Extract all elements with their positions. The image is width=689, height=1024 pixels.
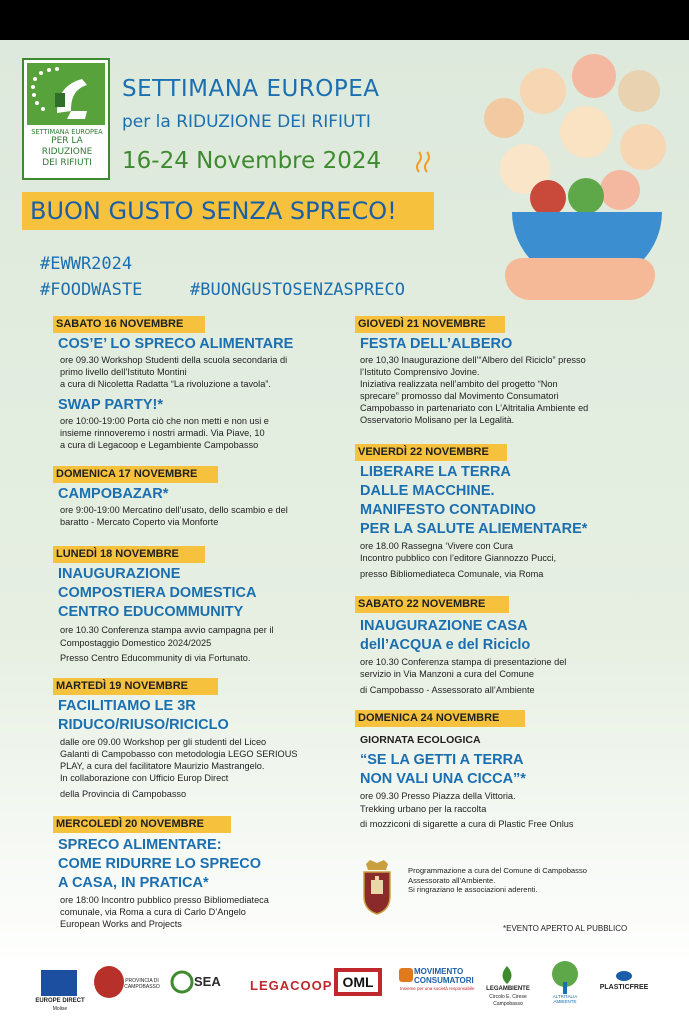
event-text: di mozziconi di sigarette a cura di Plastic Free Onlus xyxy=(360,819,574,829)
event-text: ore 18:00 Incontro pubblico presso Bibliomediateca xyxy=(60,895,269,905)
event-text: a cura di Legacoop e Legambiente Campobasso xyxy=(60,440,259,450)
illustration-bubble xyxy=(600,170,640,210)
date-tag: LUNEDÌ 18 NOVEMBRE xyxy=(53,546,205,563)
event-title: CAMPOBAZAR* xyxy=(58,486,169,502)
sponsor-europe: EUROPE DIRECT xyxy=(35,998,85,1004)
event-text: Iniziativa realizzata nell’ambito del progetto “Non xyxy=(360,379,558,389)
hashtag-foodwaste: #FOODWASTE xyxy=(40,280,143,300)
event-text: l’Istituto Comprensivo Jovine. xyxy=(360,367,480,377)
credit-line: Assessorato all’Ambiente. xyxy=(408,875,496,885)
hand-icon xyxy=(505,258,655,300)
event-title: DALLE MACCHINE. xyxy=(360,483,495,499)
event-text: della Provincia di Campobasso xyxy=(60,789,187,799)
legambiente-leaf-icon xyxy=(496,964,518,986)
sponsor-legacoop: LEGACOOP xyxy=(250,978,333,993)
sponsor-lega2: Circolo E. Cirese xyxy=(489,994,527,1000)
event-title: LIBERARE LA TERRA xyxy=(360,464,511,480)
event-text: sprecare” promosso dal Movimento Consumatori xyxy=(360,391,559,401)
plasticfree-turtle-icon xyxy=(614,968,634,982)
date-tag: SABATO 22 NOVEMBRE xyxy=(355,596,509,613)
illustration-bubble xyxy=(572,54,616,98)
event-title: INAUGURAZIONE CASA xyxy=(360,618,528,634)
event-title: COME RIDURRE LO SPRECO xyxy=(58,856,262,872)
logo-text xyxy=(26,128,108,169)
sponsor-mc1: MOVIMENTO xyxy=(414,967,464,976)
logo-line: SETTIMANA EUROPEA xyxy=(31,128,103,136)
sponsor-lega1: LEGAMBIENTE xyxy=(486,986,530,992)
vegetables-icon xyxy=(568,178,604,214)
dates: 16-24 Novembre 2024 xyxy=(122,148,382,174)
sponsor-altritalia: ALTRITALIA AMBIENTE xyxy=(552,994,578,1004)
slogan: BUON GUSTO SENZA SPRECO! xyxy=(22,192,434,230)
credit-line: Si ringraziano le associazioni aderenti. xyxy=(408,885,538,894)
sponsor-sea: SEA xyxy=(194,974,221,989)
hashtag-ewwr: #EWWR2024 xyxy=(40,254,133,274)
logo-line: PER LA RIDUZIONE xyxy=(41,136,93,158)
logo-line: DEI RIFIUTI xyxy=(42,158,92,169)
credit-line: Programmazione a cura del Comune di Campobasso xyxy=(408,866,587,875)
event-title: COMPOSTIERA DOMESTICA xyxy=(58,585,257,601)
event-text: comunale, via Roma a cura di Carlo D’Angelo xyxy=(60,907,246,917)
eu-flag-icon xyxy=(41,970,77,996)
title-line1: SETTIMANA EUROPEA xyxy=(122,76,380,102)
event-text: Trekking urbano per la raccolta xyxy=(360,804,487,814)
event-text: ore 09.30 Workshop Studenti della scuola secondaria di xyxy=(60,355,288,365)
date-tag: MARTEDÌ 19 NOVEMBRE xyxy=(53,678,218,695)
date-tag: VENERDÌ 22 NOVEMBRE xyxy=(355,444,507,461)
event-text: insieme rinnoveremo i nostri armadi. Via Piave, 10 xyxy=(60,428,265,438)
illustration-bubble xyxy=(620,124,666,170)
poster xyxy=(0,40,689,1024)
event-title: FACILITIAMO LE 3R xyxy=(58,698,196,714)
event-text: servizio in Via Manzoni a cura del Comune xyxy=(360,669,534,679)
hashtag-buongusto: #BUONGUSTOSENZASPRECO xyxy=(190,280,405,300)
event-text: Osservatorio Molisano per la Legalità. xyxy=(360,415,515,425)
event-text: ore 10.30 Conferenza stampa di presentazione del xyxy=(360,657,567,667)
sponsor-provincia: PROVINCIA DI CAMPOBASSO xyxy=(124,978,160,990)
sponsor-europe-sub: Molise xyxy=(52,1006,68,1012)
event-text: ore 18.00 Rassegna ‘Vivere con Cura xyxy=(360,541,514,551)
ewwr-logo xyxy=(22,58,110,180)
sea-logo-icon xyxy=(170,970,194,994)
event-text: di Campobasso - Assessorato all’Ambiente xyxy=(360,685,535,695)
event-text: Galanti di Campobasso con metodologia LEGO SERIOUS xyxy=(60,749,298,759)
event-title: NON VALI UNA CICCA”* xyxy=(360,771,526,787)
watermelon-icon xyxy=(530,180,566,216)
hand-recycle-icon xyxy=(27,63,105,125)
event-text: ore 9:00-19:00 Mercatino dell’usato, dello scambio e del xyxy=(60,505,288,515)
campobasso-crest-icon xyxy=(360,858,394,916)
event-text: ore 09.30 Presso Piazza della Vittoria. xyxy=(360,791,516,801)
event-title: SWAP PARTY!* xyxy=(58,397,164,413)
event-title: RIDUCO/RIUSO/RICICLO xyxy=(58,717,229,733)
illustration-bubble xyxy=(618,70,660,112)
sponsor-mc2: CONSUMATORI xyxy=(414,976,474,985)
event-text: presso Bibliomediateca Comunale, via Roma xyxy=(360,569,544,579)
event-text: ore 10,30 Inaugurazione dell’“Albero del Riciclo” presso xyxy=(360,355,586,365)
illustration-bubble xyxy=(484,98,524,138)
credit-text xyxy=(408,866,668,895)
event-title: CENTRO EDUCOMMUNITY xyxy=(58,604,244,620)
date-tag: MERCOLEDÌ 20 NOVEMBRE xyxy=(53,816,231,833)
event-title: INAUGURAZIONE xyxy=(58,566,181,582)
event-text: PLAY, a cura del facilitatore Maurizio Mastrangelo. xyxy=(60,761,265,771)
event-text: baratto - Mercato Coperto via Monforte xyxy=(60,517,219,527)
logo-mark xyxy=(27,63,105,125)
event-text: Presso Centro Educommunity di via Fortunato. xyxy=(60,653,251,663)
event-title: FESTA DELL’ALBERO xyxy=(360,336,513,352)
event-subtitle: GIORNATA ECOLOGICA xyxy=(360,734,481,746)
event-title: COS’E’ LO SPRECO ALIMENTARE xyxy=(58,336,294,352)
date-tag: DOMENICA 24 NOVEMBRE xyxy=(355,710,525,727)
title-line2: per la RIDUZIONE DEI RIFIUTI xyxy=(122,112,371,132)
event-text: Campobasso in partenariato con L’Altritalia Ambiente ed xyxy=(360,403,589,413)
date-tag: GIOVEDÌ 21 NOVEMBRE xyxy=(355,316,505,333)
illustration-bubble xyxy=(560,106,612,158)
oml-logo xyxy=(334,968,382,996)
public-event-note: *EVENTO APERTO AL PUBBLICO xyxy=(503,924,628,933)
illustration-bubble xyxy=(520,68,566,114)
event-title: PER LA SALUTE ALIEMENTARE* xyxy=(360,521,588,537)
event-title: “SE LA GETTI A TERRA xyxy=(360,752,524,768)
event-text: Compostaggio Domestico 2024/2025 xyxy=(60,638,212,648)
event-title: MANIFESTO CONTADINO xyxy=(360,502,536,518)
event-text: Incontro pubblico con l’editore Giannozzo Pucci, xyxy=(360,553,557,563)
event-text: ore 10:00-19:00 Porta ciò che non metti e non usi e xyxy=(60,416,269,426)
event-title: A CASA, IN PRATICA* xyxy=(58,875,209,891)
event-text: dalle ore 09.00 Workshop per gli studenti del Liceo xyxy=(60,737,267,747)
sponsor-mc3: Insieme per una società responsabile xyxy=(400,986,475,991)
movimento-logo-icon xyxy=(399,968,413,982)
altritalia-tree-icon xyxy=(548,960,582,994)
sponsor-lega3: Campobasso xyxy=(493,1001,523,1007)
event-text: European Works and Projects xyxy=(60,919,182,929)
sponsor-bar xyxy=(0,956,689,1024)
date-tag: SABATO 16 NOVEMBRE xyxy=(53,316,205,333)
event-text: ore 10.30 Conferenza stampa avvio campagna per il xyxy=(60,625,274,635)
sponsor-plasticfree: PLASTICFREE xyxy=(599,984,649,991)
event-title: SPRECO ALIMENTARE: xyxy=(58,837,222,853)
steam-icon xyxy=(414,150,434,176)
event-title: dell’ACQUA e del Riciclo xyxy=(360,637,531,653)
date-tag: DOMENICA 17 NOVEMBRE xyxy=(53,466,218,483)
sponsor-oml: OML xyxy=(338,972,378,992)
event-text: In collaborazione con Ufficio Europ Direct xyxy=(60,773,229,783)
event-text: primo livello dell’Istituto Montini xyxy=(60,367,187,377)
event-text: a cura di Nicoletta Radatta “La rivoluzione a tavola”. xyxy=(60,379,271,389)
